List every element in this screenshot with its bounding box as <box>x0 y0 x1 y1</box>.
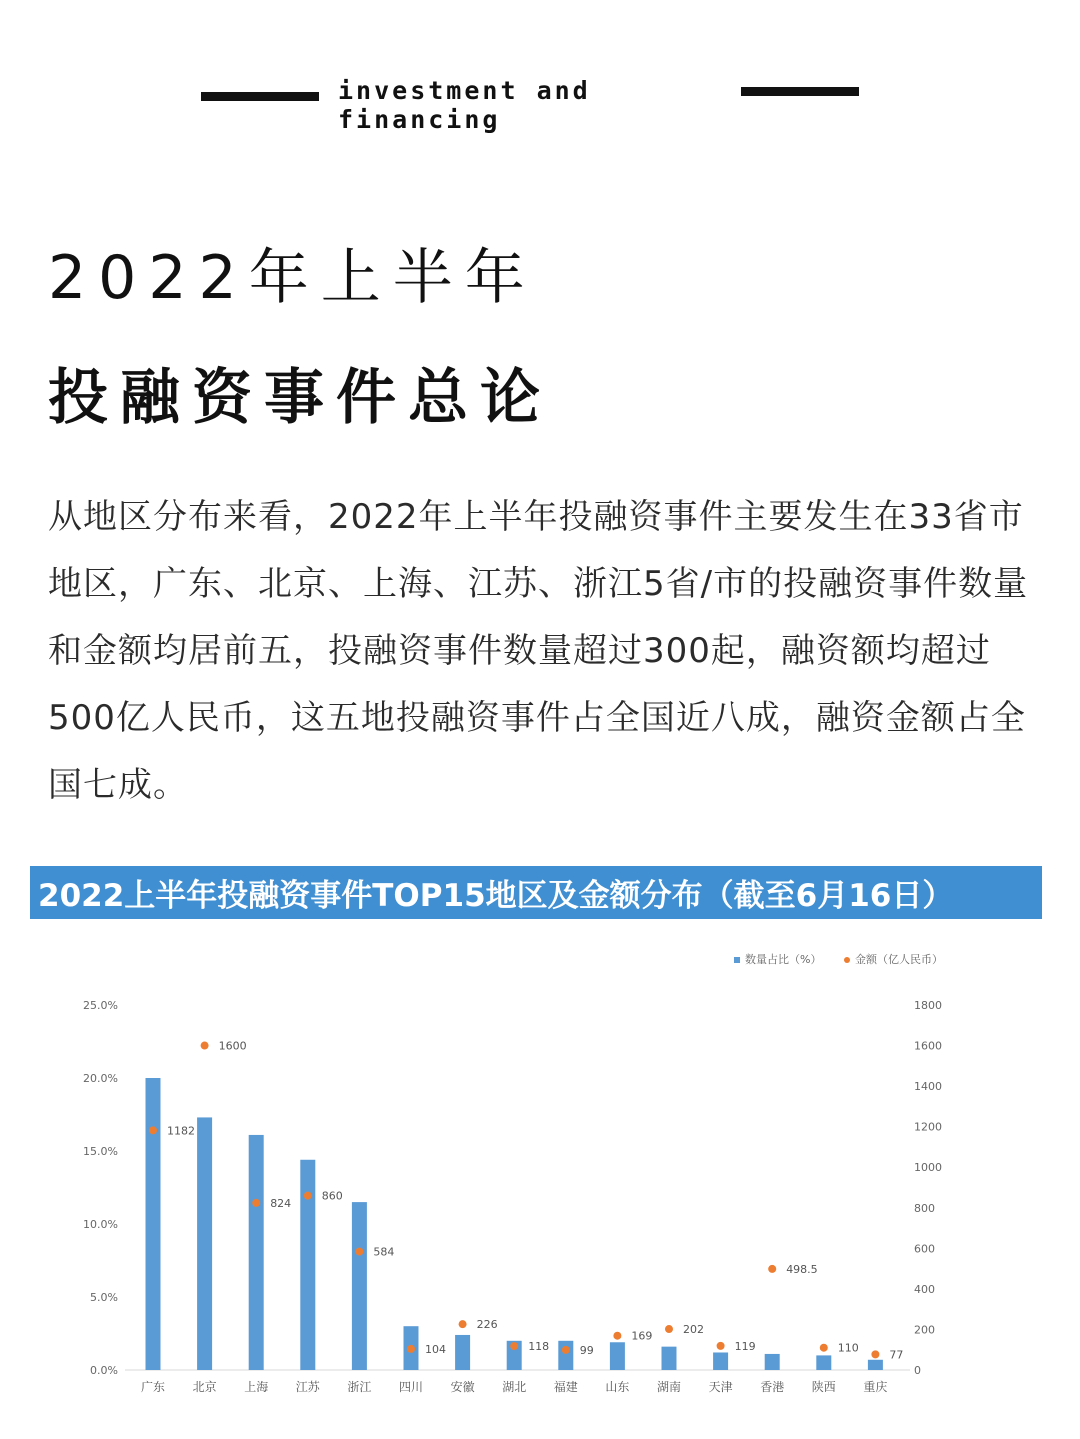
y-left-tick-label: 25.0% <box>83 999 118 1012</box>
y-left-tick-label: 10.0% <box>83 1218 118 1231</box>
amount-label: 202 <box>683 1323 704 1337</box>
bar-福建 <box>558 1341 573 1370</box>
y-left-tick-label: 20.0% <box>83 1072 118 1085</box>
x-tick-label: 北京 <box>192 1380 217 1394</box>
heading-line-1: 2022年上半年 <box>48 243 537 313</box>
amount-label: 824 <box>270 1196 292 1210</box>
amount-label: 118 <box>528 1340 550 1354</box>
amount-dot-浙江 <box>355 1248 363 1256</box>
bar-浙江 <box>352 1202 367 1370</box>
x-tick-label: 上海 <box>244 1380 269 1394</box>
y-right-tick-label: 1600 <box>914 1039 942 1053</box>
legend-bar-swatch <box>734 957 740 963</box>
decor-line-left <box>201 92 319 101</box>
amount-label: 119 <box>734 1339 756 1353</box>
amount-label: 110 <box>837 1341 859 1355</box>
legend-bar-label: 数量占比（%） <box>745 953 822 966</box>
amount-dot-湖南 <box>665 1325 673 1333</box>
chart-area <box>30 930 1042 1410</box>
x-tick-label: 香港 <box>760 1380 785 1394</box>
amount-label: 226 <box>476 1318 498 1332</box>
amount-dot-江苏 <box>304 1192 312 1200</box>
y-right-tick-label: 600 <box>914 1242 935 1256</box>
y-right-tick-label: 1000 <box>914 1161 942 1175</box>
body-paragraph: 从地区分布来看，2022年上半年投融资事件主要发生在33省市地区，广东、北京、上海、江苏、浙江5省/市的投融资事件数量和金额均居前五，投融资事件数量超过300起，融资额均超过500亿人民币，这五地投融资事件占全国近八成，融资金额占全国七成。 <box>48 497 1029 805</box>
legend-dot-swatch <box>844 957 850 963</box>
y-right-tick-label: 1200 <box>914 1120 942 1134</box>
x-tick-label: 广东 <box>140 1380 166 1394</box>
bar-香港 <box>765 1354 780 1370</box>
amount-dot-陕西 <box>820 1344 828 1352</box>
y-right-tick-label: 1400 <box>914 1080 942 1094</box>
amount-dot-重庆 <box>871 1350 879 1358</box>
amount-dot-香港 <box>768 1265 776 1273</box>
x-tick-label: 四川 <box>398 1380 424 1394</box>
x-tick-label: 浙江 <box>347 1380 372 1394</box>
amount-dot-北京 <box>201 1042 209 1050</box>
x-tick-label: 山东 <box>605 1380 630 1394</box>
y-right-tick-label: 400 <box>914 1282 935 1296</box>
amount-dot-福建 <box>562 1346 570 1354</box>
y-left-tick-label: 15.0% <box>83 1145 118 1158</box>
top-banner <box>0 74 1080 134</box>
amount-label: 584 <box>373 1245 395 1259</box>
amount-dot-湖北 <box>510 1342 518 1350</box>
amount-dot-安徽 <box>459 1320 467 1328</box>
amount-label: 498.5 <box>786 1262 818 1276</box>
x-tick-label: 湖南 <box>656 1380 682 1394</box>
y-left-tick-label: 0.0% <box>90 1364 118 1377</box>
amount-dot-四川 <box>407 1345 415 1353</box>
bar-北京 <box>197 1117 212 1370</box>
y-right-tick-label: 0 <box>914 1364 921 1377</box>
x-tick-label: 安徽 <box>450 1380 475 1394</box>
amount-label: 1600 <box>218 1039 247 1053</box>
y-right-tick-label: 1800 <box>914 999 942 1012</box>
amount-label: 860 <box>321 1189 343 1203</box>
x-tick-label: 天津 <box>708 1380 733 1394</box>
x-tick-label: 陕西 <box>811 1380 836 1394</box>
banner-text: investment and financing <box>338 76 591 134</box>
decor-line-right <box>741 87 859 96</box>
chart-title: 2022上半年投融资事件TOP15地区及金额分布（截至6月16日） <box>38 878 954 914</box>
amount-label: 1182 <box>167 1124 195 1138</box>
bar-天津 <box>713 1352 728 1370</box>
bar-山东 <box>610 1342 625 1370</box>
bar-安徽 <box>455 1335 470 1370</box>
bar-上海 <box>249 1135 264 1370</box>
y-right-tick-label: 800 <box>914 1201 935 1215</box>
heading-line-2: 投融资事件总论 <box>48 363 552 433</box>
x-tick-label: 福建 <box>553 1380 578 1394</box>
amount-label: 99 <box>579 1343 594 1357</box>
x-tick-label: 重庆 <box>863 1380 888 1394</box>
amount-label: 77 <box>889 1348 904 1362</box>
legend-dot-label: 金额（亿人民币） <box>855 953 943 966</box>
amount-label: 169 <box>631 1329 653 1343</box>
amount-label: 104 <box>425 1342 446 1356</box>
bar-广东 <box>146 1078 161 1370</box>
bar-湖南 <box>662 1347 677 1370</box>
y-right-tick-label: 200 <box>914 1323 935 1337</box>
x-tick-label: 江苏 <box>295 1380 320 1394</box>
chart-title-bar <box>30 866 1042 919</box>
amount-dot-广东 <box>149 1126 157 1134</box>
amount-dot-上海 <box>252 1199 260 1207</box>
bar-重庆 <box>868 1360 883 1370</box>
amount-dot-天津 <box>717 1342 725 1350</box>
y-left-tick-label: 5.0% <box>90 1291 118 1304</box>
bar-江苏 <box>300 1160 315 1370</box>
bar-陕西 <box>816 1355 831 1370</box>
amount-dot-山东 <box>613 1332 621 1340</box>
x-tick-label: 湖北 <box>502 1380 527 1394</box>
